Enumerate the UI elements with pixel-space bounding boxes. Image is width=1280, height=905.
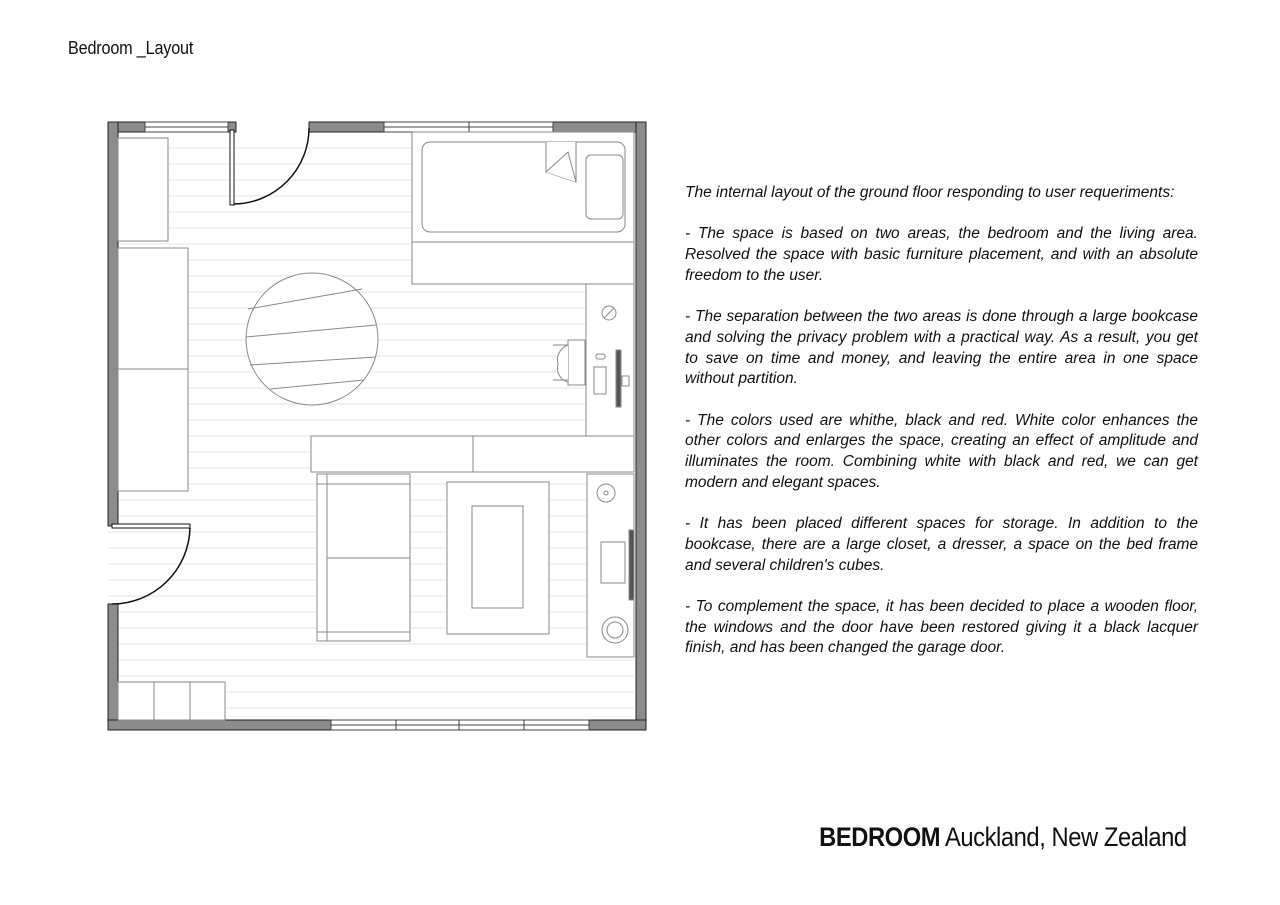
page-title: Bedroom _Layout [68,38,194,58]
keyboard [594,367,606,394]
description-point: - The separation between the two areas is done through a large bookcase and solving the privacy problem with a practical way. As a result, you get to save on time and money, and leaving the entire area in one space without partition. [685,308,1198,388]
description-text [685,183,1198,680]
dresser [118,138,168,241]
description-point: - The space is based on two areas, the bedroom and the living area. Resolved the space with basic furniture placement, and with an absolute freedom to the user. [685,225,1198,284]
description-intro: The internal layout of the ground floor responding to user requeriments: [685,184,1175,201]
cube-1 [118,682,154,720]
description-point: - It has been placed different spaces for storage. In addition to the bookcase, there are a large closet, a dresser, a space on the bed frame and several children's cubes. [685,515,1198,574]
furniture [118,132,634,720]
desk-chair [568,340,585,385]
monitor [616,350,621,407]
project-location: Auckland, New Zealand [945,822,1187,852]
project-name: BEDROOM [819,822,941,852]
description-point: - To complement the space, it has been decided to place a wooden floor, the windows and the door have been restored giving it a black lacquer finish, and has been changed the garage door. [685,597,1198,657]
pillow [586,155,623,219]
cube-2 [154,682,190,720]
bed-storage [412,242,634,284]
floor-plan [104,118,650,734]
coffee-table [472,506,523,608]
closet-upper [118,248,188,369]
description-point: - The colors used are whithe, black and red. White color enhances the other colors and enlarges the space, creating an effect of amplitude and illuminates the room. Combining white with black and red, we can get modern and elegant spaces. [685,411,1198,491]
top-door [230,128,309,205]
tv [629,530,634,600]
cube-3 [190,682,225,720]
bookcase-right [473,436,634,472]
bookcase-left [311,436,473,472]
project-caption [819,822,1187,853]
closet-lower [118,369,188,491]
